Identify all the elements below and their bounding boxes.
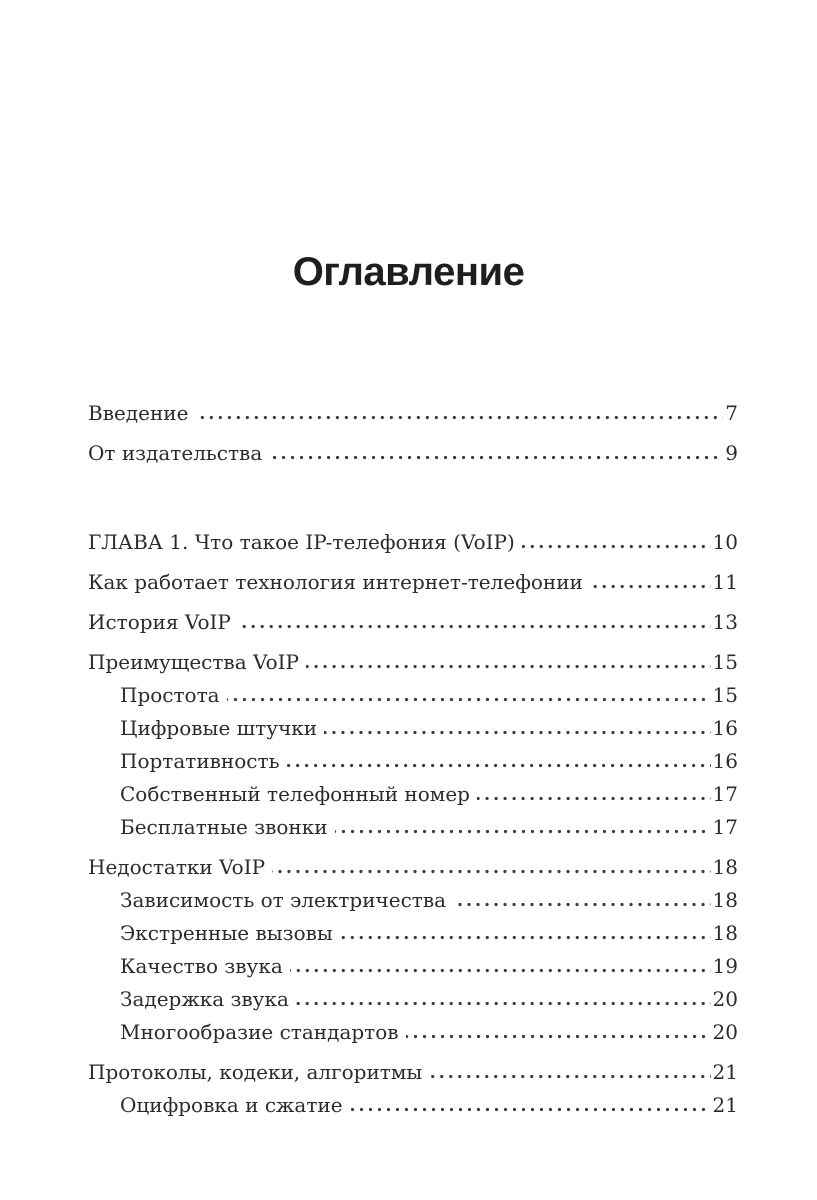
dot-leader — [272, 870, 710, 874]
toc-entry-label: От издательства — [88, 441, 263, 465]
dot-leader — [324, 731, 710, 735]
toc-entry-page: 18 — [712, 921, 738, 945]
toc-entry-page: 17 — [712, 815, 738, 839]
toc-entry-label: Преимущества VoIP — [88, 650, 299, 674]
toc-entry-label: Цифровые штучки — [120, 716, 318, 740]
dot-leader — [406, 1035, 711, 1039]
toc-entry — [88, 443, 738, 464]
table-of-contents — [88, 403, 738, 1116]
toc-entry-chapter — [88, 532, 738, 553]
toc-entry-label: Как работает технология интернет-телефонии — [88, 570, 583, 594]
dot-leader — [335, 830, 711, 834]
toc-entry — [88, 612, 738, 633]
toc-entry-page: 11 — [712, 570, 738, 594]
toc-entry-label: Недостатки VoIP — [88, 855, 266, 879]
page-title: Оглавление — [292, 250, 525, 294]
toc-entry-page: 13 — [712, 610, 738, 634]
toc-entry-page: 15 — [712, 650, 738, 674]
toc-entry-page: 9 — [725, 441, 738, 465]
toc-entry-page: 15 — [712, 683, 738, 707]
toc-entry-label: Протоколы, кодеки, алгоритмы — [88, 1060, 423, 1084]
toc-subentry — [120, 718, 738, 739]
dot-leader — [429, 1075, 710, 1079]
toc-entry-label: Задержка звука — [120, 987, 289, 1011]
dot-leader — [590, 585, 711, 589]
toc-subentry — [120, 784, 738, 805]
toc-subentry — [120, 751, 738, 772]
dot-leader — [238, 625, 711, 629]
dot-leader — [195, 416, 723, 420]
dot-leader — [522, 545, 711, 549]
dot-leader — [227, 698, 711, 702]
toc-subentry — [120, 1022, 738, 1043]
toc-subentry — [120, 890, 738, 911]
toc-entry-page: 20 — [712, 987, 738, 1011]
dot-leader — [306, 665, 711, 669]
toc-subentry — [120, 817, 738, 838]
toc-subentry — [120, 923, 738, 944]
toc-entry-page: 7 — [725, 401, 738, 425]
dot-leader — [340, 936, 711, 940]
toc-entry-label: Введение — [88, 401, 189, 425]
toc-entry-page: 17 — [712, 782, 738, 806]
toc-entry-page: 16 — [712, 749, 738, 773]
toc-entry-page: 18 — [712, 888, 738, 912]
toc-entry-label: Многообразие стандартов — [120, 1020, 399, 1044]
dot-leader — [350, 1108, 711, 1112]
toc-entry-label: Портативность — [120, 749, 280, 773]
toc-entry-page: 16 — [712, 716, 738, 740]
toc-entry-page: 18 — [712, 855, 738, 879]
dot-leader — [269, 456, 723, 460]
toc-entry-label: ГЛАВА 1. Что такое IP-телефония (VoIP) — [88, 530, 515, 554]
toc-entry-label: Экстренные вызовы — [120, 921, 333, 945]
dot-leader — [296, 1002, 711, 1006]
dot-leader — [286, 764, 710, 768]
toc-entry-label: Оцифровка и сжатие — [120, 1093, 343, 1117]
toc-entry — [88, 572, 738, 593]
toc-entry-label: Бесплатные звонки — [120, 815, 328, 839]
toc-entry — [88, 857, 738, 878]
toc-entry-page: 10 — [712, 530, 738, 554]
toc-subentry — [120, 989, 738, 1010]
toc-entry-label: Простота — [120, 683, 220, 707]
toc-entry-label: Зависимость от электричества — [120, 888, 447, 912]
toc-entry-label: Качество звука — [120, 954, 283, 978]
toc-entry-page: 19 — [712, 954, 738, 978]
dot-leader — [290, 969, 711, 973]
toc-entry-label: Собственный телефонный номер — [120, 782, 470, 806]
toc-entry — [88, 403, 738, 424]
toc-subentry — [120, 1095, 738, 1116]
toc-entry — [88, 652, 738, 673]
toc-subentry — [120, 685, 738, 706]
dot-leader — [477, 797, 711, 801]
toc-entry — [88, 1062, 738, 1083]
toc-subentry — [120, 956, 738, 977]
toc-entry-page: 21 — [712, 1093, 738, 1117]
toc-entry-label: История VoIP — [88, 610, 231, 634]
toc-entry-page: 21 — [712, 1060, 738, 1084]
dot-leader — [453, 903, 711, 907]
toc-entry-page: 20 — [712, 1020, 738, 1044]
